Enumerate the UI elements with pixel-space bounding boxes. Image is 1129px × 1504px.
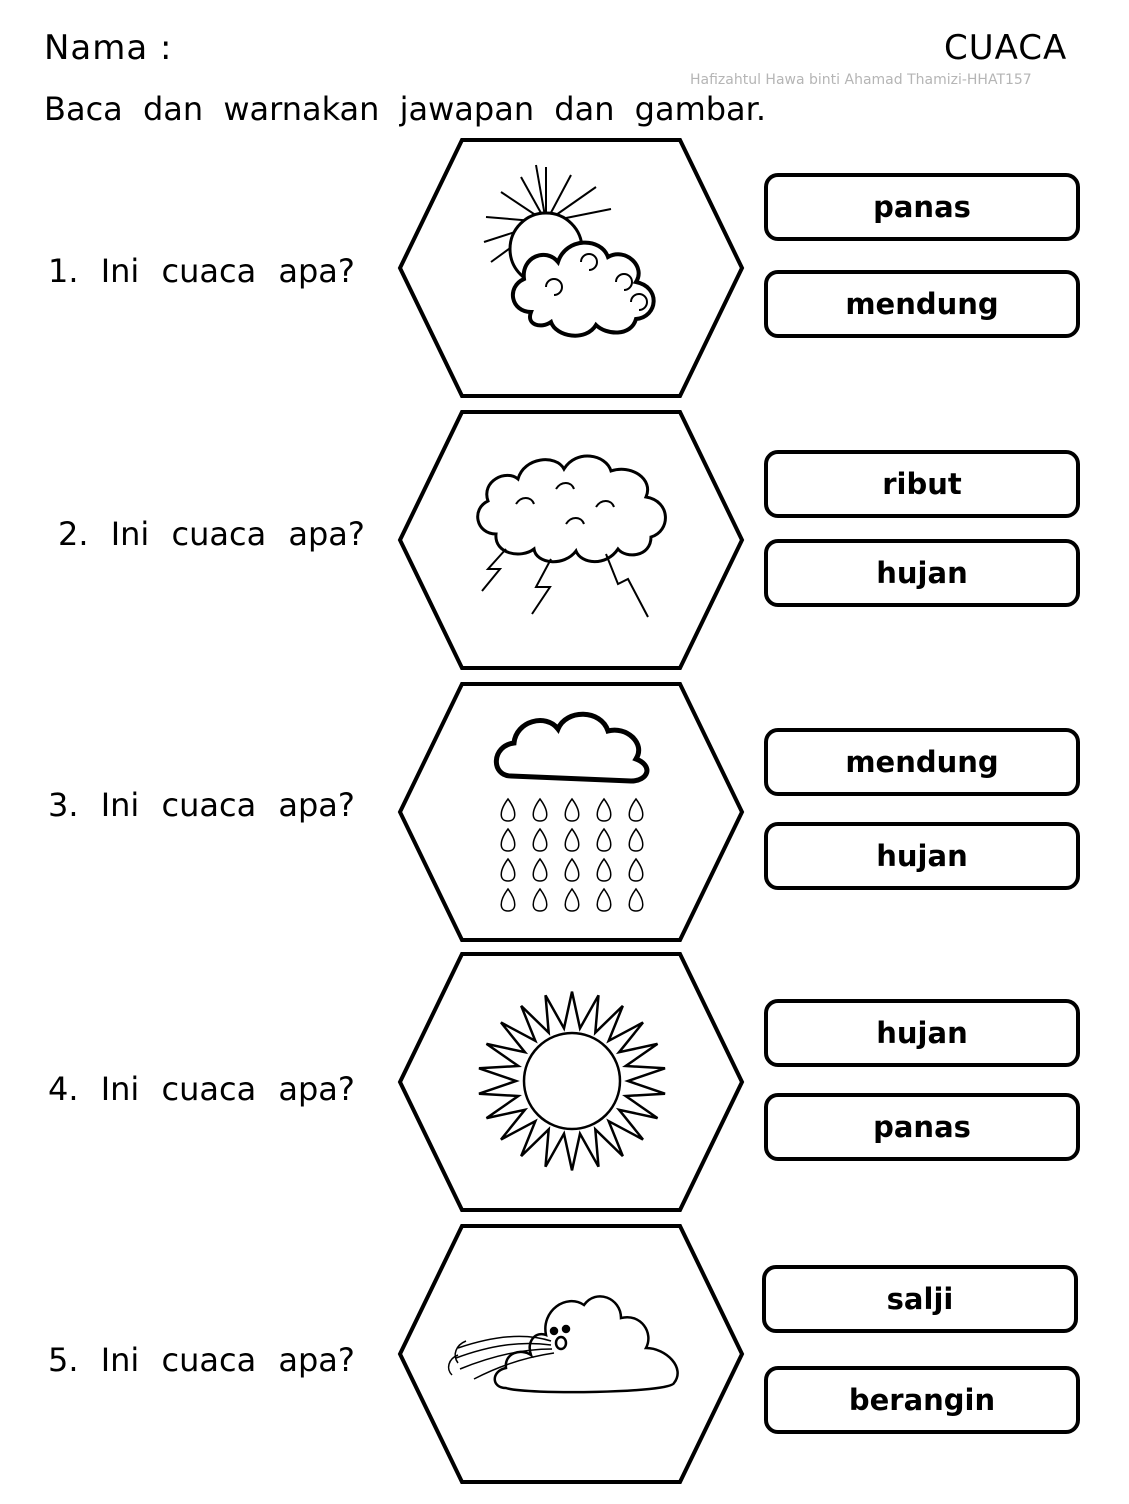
question-3-picture [396,681,746,943]
question-5-picture [396,1223,746,1485]
question-2-text: 2. Ini cuaca apa? [58,515,365,553]
answer-option[interactable]: berangin [764,1366,1080,1434]
worksheet-title: CUACA [944,28,1068,68]
answer-option[interactable]: hujan [764,999,1080,1067]
name-label: Nama : [44,28,173,68]
answer-option[interactable]: mendung [764,270,1080,338]
answer-option[interactable]: salji [762,1265,1078,1333]
question-3-text: 3. Ini cuaca apa? [48,786,355,824]
question-1-text: 1. Ini cuaca apa? [48,252,355,290]
instruction-text: Baca dan warnakan jawapan dan gambar. [44,90,767,128]
question-4-text: 4. Ini cuaca apa? [48,1070,355,1108]
question-5-text: 5. Ini cuaca apa? [48,1341,355,1379]
answer-option[interactable]: panas [764,173,1080,241]
answer-option[interactable]: hujan [764,539,1080,607]
question-4-picture [396,951,746,1213]
author-credit: Hafizahtul Hawa binti Ahamad Thamizi-HHAT157 [690,72,1032,88]
question-1-picture [396,137,746,399]
question-2-picture [396,409,746,671]
answer-option[interactable]: panas [764,1093,1080,1161]
answer-option[interactable]: ribut [764,450,1080,518]
answer-option[interactable]: hujan [764,822,1080,890]
answer-option[interactable]: mendung [764,728,1080,796]
